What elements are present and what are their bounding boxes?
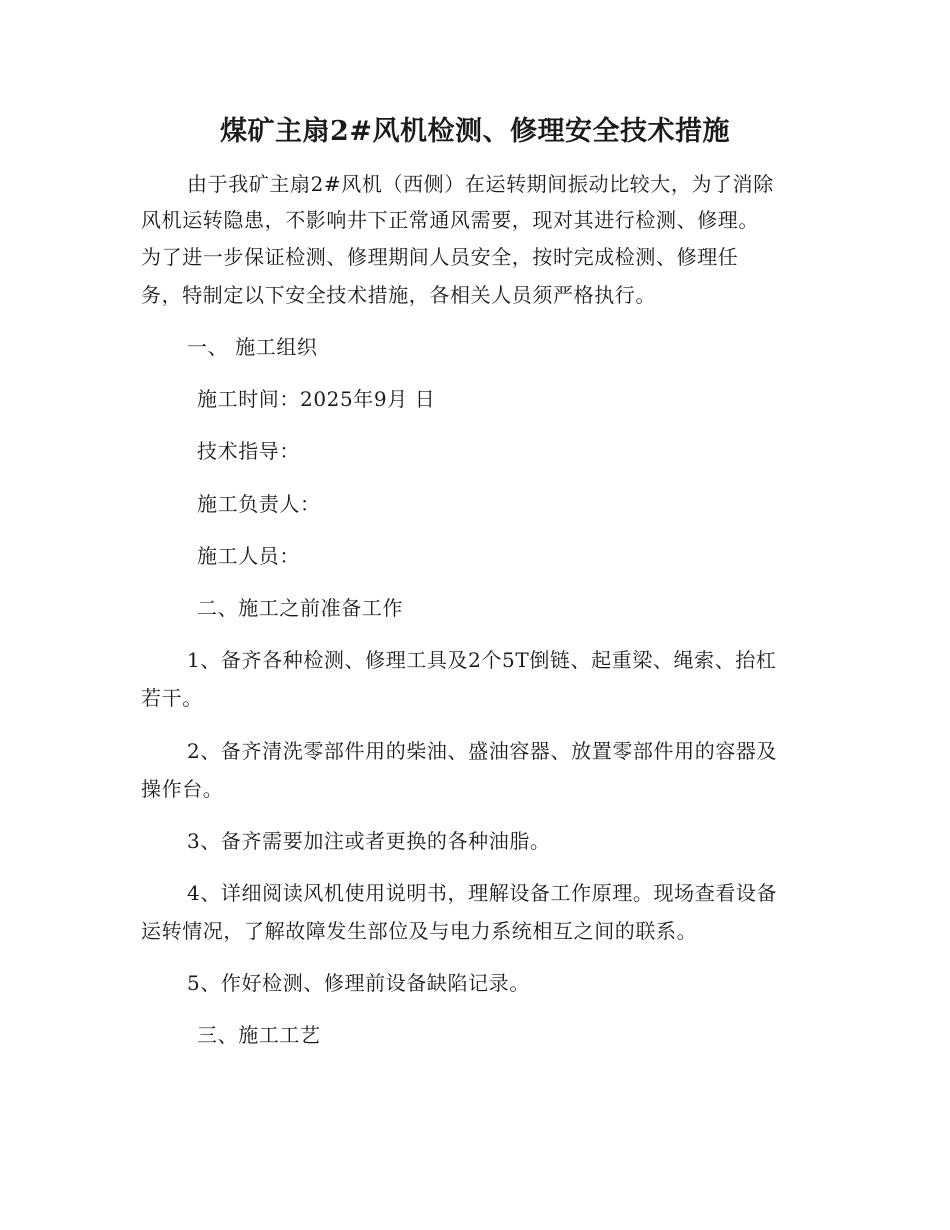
prep-item-4-line-1: 4、详细阅读风机使用说明书，理解设备工作原理。现场查看设备 — [187, 881, 778, 905]
prep-item-4-line-2: 运转情况，了解故障发生部位及与电力系统相互之间的联系。 — [141, 919, 698, 943]
prep-item-1-line-2: 若干。 — [141, 686, 203, 710]
construction-leader: 施工负责人： — [197, 492, 321, 516]
intro-line-2: 风机运转隐患，不影响井下正常通风需要，现对其进行检测、修理。 — [141, 208, 759, 232]
intro-line-1: 由于我矿主扇2#风机（西侧）在运转期间振动比较大，为了消除 — [187, 172, 774, 196]
intro-line-3: 为了进一步保证检测、修理期间人员安全，按时完成检测、修理任 — [141, 245, 739, 269]
section-2-heading: 二、施工之前准备工作 — [197, 596, 403, 620]
section-1-heading: 一、 施工组织 — [187, 335, 318, 359]
prep-item-2-line-2: 操作台。 — [141, 777, 224, 801]
construction-time: 施工时间：2025年9月 日 — [197, 387, 436, 411]
prep-item-1-line-1: 1、备齐各种检测、修理工具及2个5T倒链、起重梁、绳索、抬杠 — [187, 648, 777, 672]
prep-item-2-line-1: 2、备齐清洗零部件用的柴油、盛油容器、放置零部件用的容器及 — [187, 739, 778, 763]
prep-item-3: 3、备齐需要加注或者更换的各种油脂。 — [187, 829, 551, 853]
section-3-heading: 三、施工工艺 — [197, 1023, 321, 1047]
intro-line-4: 务，特制定以下安全技术措施，各相关人员须严格执行。 — [141, 283, 656, 307]
document-title: 煤矿主扇2#风机检测、修理安全技术措施 — [220, 116, 730, 147]
prep-item-5: 5、作好检测、修理前设备缺陷记录。 — [187, 971, 530, 995]
construction-staff: 施工人员： — [197, 544, 300, 568]
technical-guidance: 技术指导： — [197, 439, 300, 463]
